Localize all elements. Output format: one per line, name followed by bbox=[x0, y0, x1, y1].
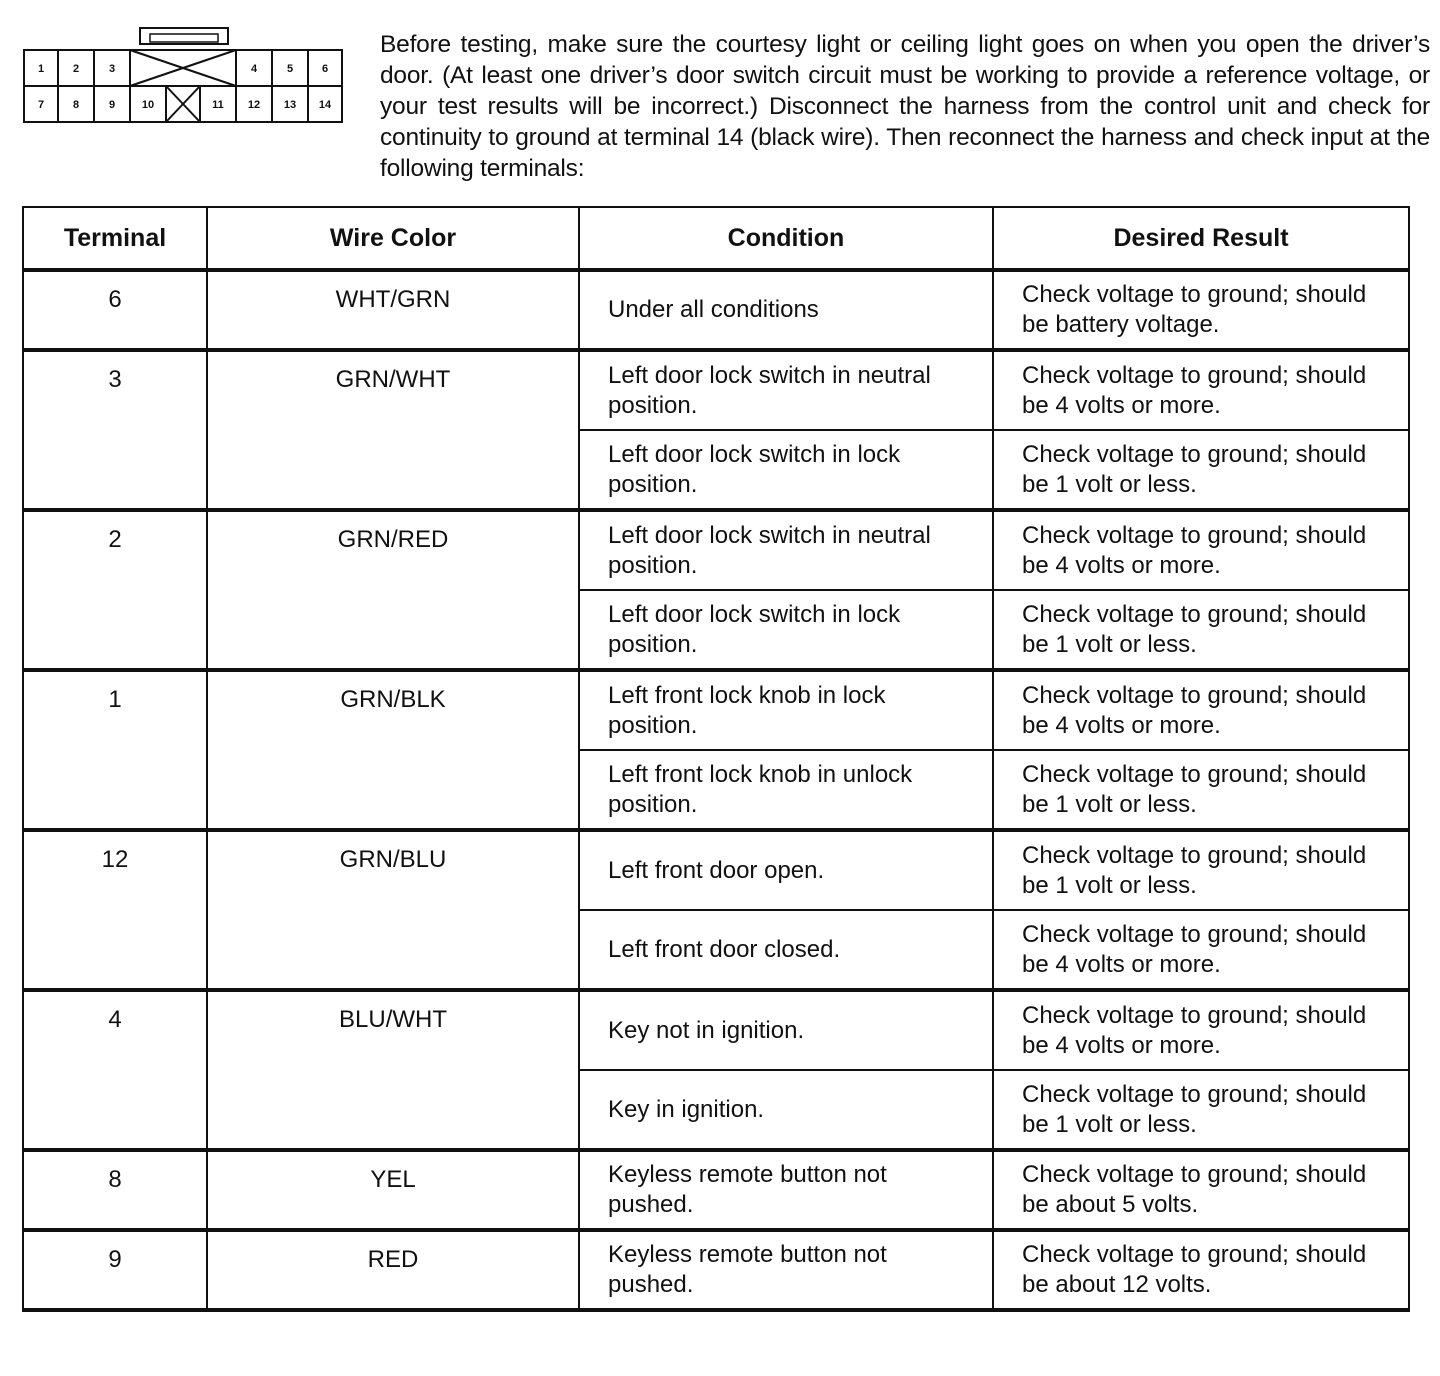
result-cell: Check voltage to ground; should be 4 volts or more. bbox=[993, 670, 1409, 750]
condition-cell: Key in ignition. bbox=[579, 1070, 993, 1150]
table-row bbox=[23, 1230, 1409, 1310]
terminal-cell: 3 bbox=[23, 350, 207, 510]
connector-pinout-icon bbox=[22, 26, 344, 126]
table-row bbox=[23, 670, 1409, 750]
pin-5-label: 5 bbox=[286, 63, 294, 75]
table-row bbox=[23, 270, 1409, 350]
terminal-cell: 12 bbox=[23, 830, 207, 990]
condition-cell: Left door lock switch in neutral position. bbox=[579, 510, 993, 590]
wire-color-cell: GRN/RED bbox=[207, 510, 579, 670]
table-row bbox=[23, 350, 1409, 430]
result-cell: Check voltage to ground; should be 4 volts or more. bbox=[993, 350, 1409, 430]
wire-color-cell: WHT/GRN bbox=[207, 270, 579, 350]
condition-cell: Left door lock switch in neutral position. bbox=[579, 350, 993, 430]
pin-7-label: 7 bbox=[37, 99, 45, 111]
terminal-cell: 4 bbox=[23, 990, 207, 1150]
result-cell: Check voltage to ground; should be 1 volt or less. bbox=[993, 830, 1409, 910]
result-cell: Check voltage to ground; should be 4 volts or more. bbox=[993, 910, 1409, 990]
pin-12-label: 12 bbox=[247, 99, 261, 111]
result-cell: Check voltage to ground; should be 1 volt or less. bbox=[993, 590, 1409, 670]
condition-cell: Left front lock knob in lock position. bbox=[579, 670, 993, 750]
pin-6-label: 6 bbox=[321, 63, 329, 75]
pin-1-label: 1 bbox=[37, 63, 45, 75]
wire-color-cell: GRN/BLK bbox=[207, 670, 579, 830]
pin-14-label: 14 bbox=[318, 99, 332, 111]
header-terminal: Terminal bbox=[23, 207, 207, 270]
intro-paragraph: Before testing, make sure the courtesy light or ceiling light goes on when you open the driver’s door. (At least one driver’s door switch circuit must be working to provide a reference voltage, or your test results will be incorrect.) Disconnect the harness from the control unit and check for continuity to ground at terminal 14 (black wire). Then reconnect the harness and check input at the following terminals: bbox=[380, 30, 1430, 182]
result-cell: Check voltage to ground; should be 1 volt or less. bbox=[993, 430, 1409, 510]
terminal-cell: 1 bbox=[23, 670, 207, 830]
table-row bbox=[23, 990, 1409, 1070]
wire-color-cell: BLU/WHT bbox=[207, 990, 579, 1150]
header-desired-result: Desired Result bbox=[993, 207, 1409, 270]
condition-cell: Left front door open. bbox=[579, 830, 993, 910]
terminal-cell: 8 bbox=[23, 1150, 207, 1230]
terminal-test-table bbox=[22, 206, 1410, 1312]
connector-diagram bbox=[22, 26, 344, 126]
pin-3-label: 3 bbox=[108, 63, 116, 75]
header-wire-color: Wire Color bbox=[207, 207, 579, 270]
table-row bbox=[23, 1150, 1409, 1230]
pin-9-label: 9 bbox=[108, 99, 116, 111]
pin-4-label: 4 bbox=[250, 63, 258, 75]
result-cell: Check voltage to ground; should be 4 volts or more. bbox=[993, 510, 1409, 590]
table-row bbox=[23, 830, 1409, 910]
terminal-cell: 9 bbox=[23, 1230, 207, 1310]
terminal-cell: 6 bbox=[23, 270, 207, 350]
result-cell: Check voltage to ground; should be 4 volts or more. bbox=[993, 990, 1409, 1070]
result-cell: Check voltage to ground; should be 1 volt or less. bbox=[993, 750, 1409, 830]
pin-11-label: 11 bbox=[212, 99, 224, 111]
wire-color-cell: GRN/WHT bbox=[207, 350, 579, 510]
pin-13-label: 13 bbox=[283, 99, 297, 111]
result-cell: Check voltage to ground; should be about 12 volts. bbox=[993, 1230, 1409, 1310]
terminal-cell: 2 bbox=[23, 510, 207, 670]
condition-cell: Key not in ignition. bbox=[579, 990, 993, 1070]
wire-color-cell: RED bbox=[207, 1230, 579, 1310]
table-row bbox=[23, 510, 1409, 590]
condition-cell: Left door lock switch in lock position. bbox=[579, 590, 993, 670]
condition-cell: Left front lock knob in unlock position. bbox=[579, 750, 993, 830]
condition-cell: Under all conditions bbox=[579, 270, 993, 350]
result-cell: Check voltage to ground; should be 1 volt or less. bbox=[993, 1070, 1409, 1150]
condition-cell: Left front door closed. bbox=[579, 910, 993, 990]
condition-cell: Left door lock switch in lock position. bbox=[579, 430, 993, 510]
pin-8-label: 8 bbox=[72, 99, 80, 111]
result-cell: Check voltage to ground; should be battery voltage. bbox=[993, 270, 1409, 350]
table-header-row bbox=[23, 207, 1409, 270]
pin-10-label: 10 bbox=[141, 99, 155, 111]
result-cell: Check voltage to ground; should be about 5 volts. bbox=[993, 1150, 1409, 1230]
wire-color-cell: GRN/BLU bbox=[207, 830, 579, 990]
condition-cell: Keyless remote button not pushed. bbox=[579, 1150, 993, 1230]
condition-cell: Keyless remote button not pushed. bbox=[579, 1230, 993, 1310]
pin-2-label: 2 bbox=[72, 63, 80, 75]
header-condition: Condition bbox=[579, 207, 993, 270]
wire-color-cell: YEL bbox=[207, 1150, 579, 1230]
